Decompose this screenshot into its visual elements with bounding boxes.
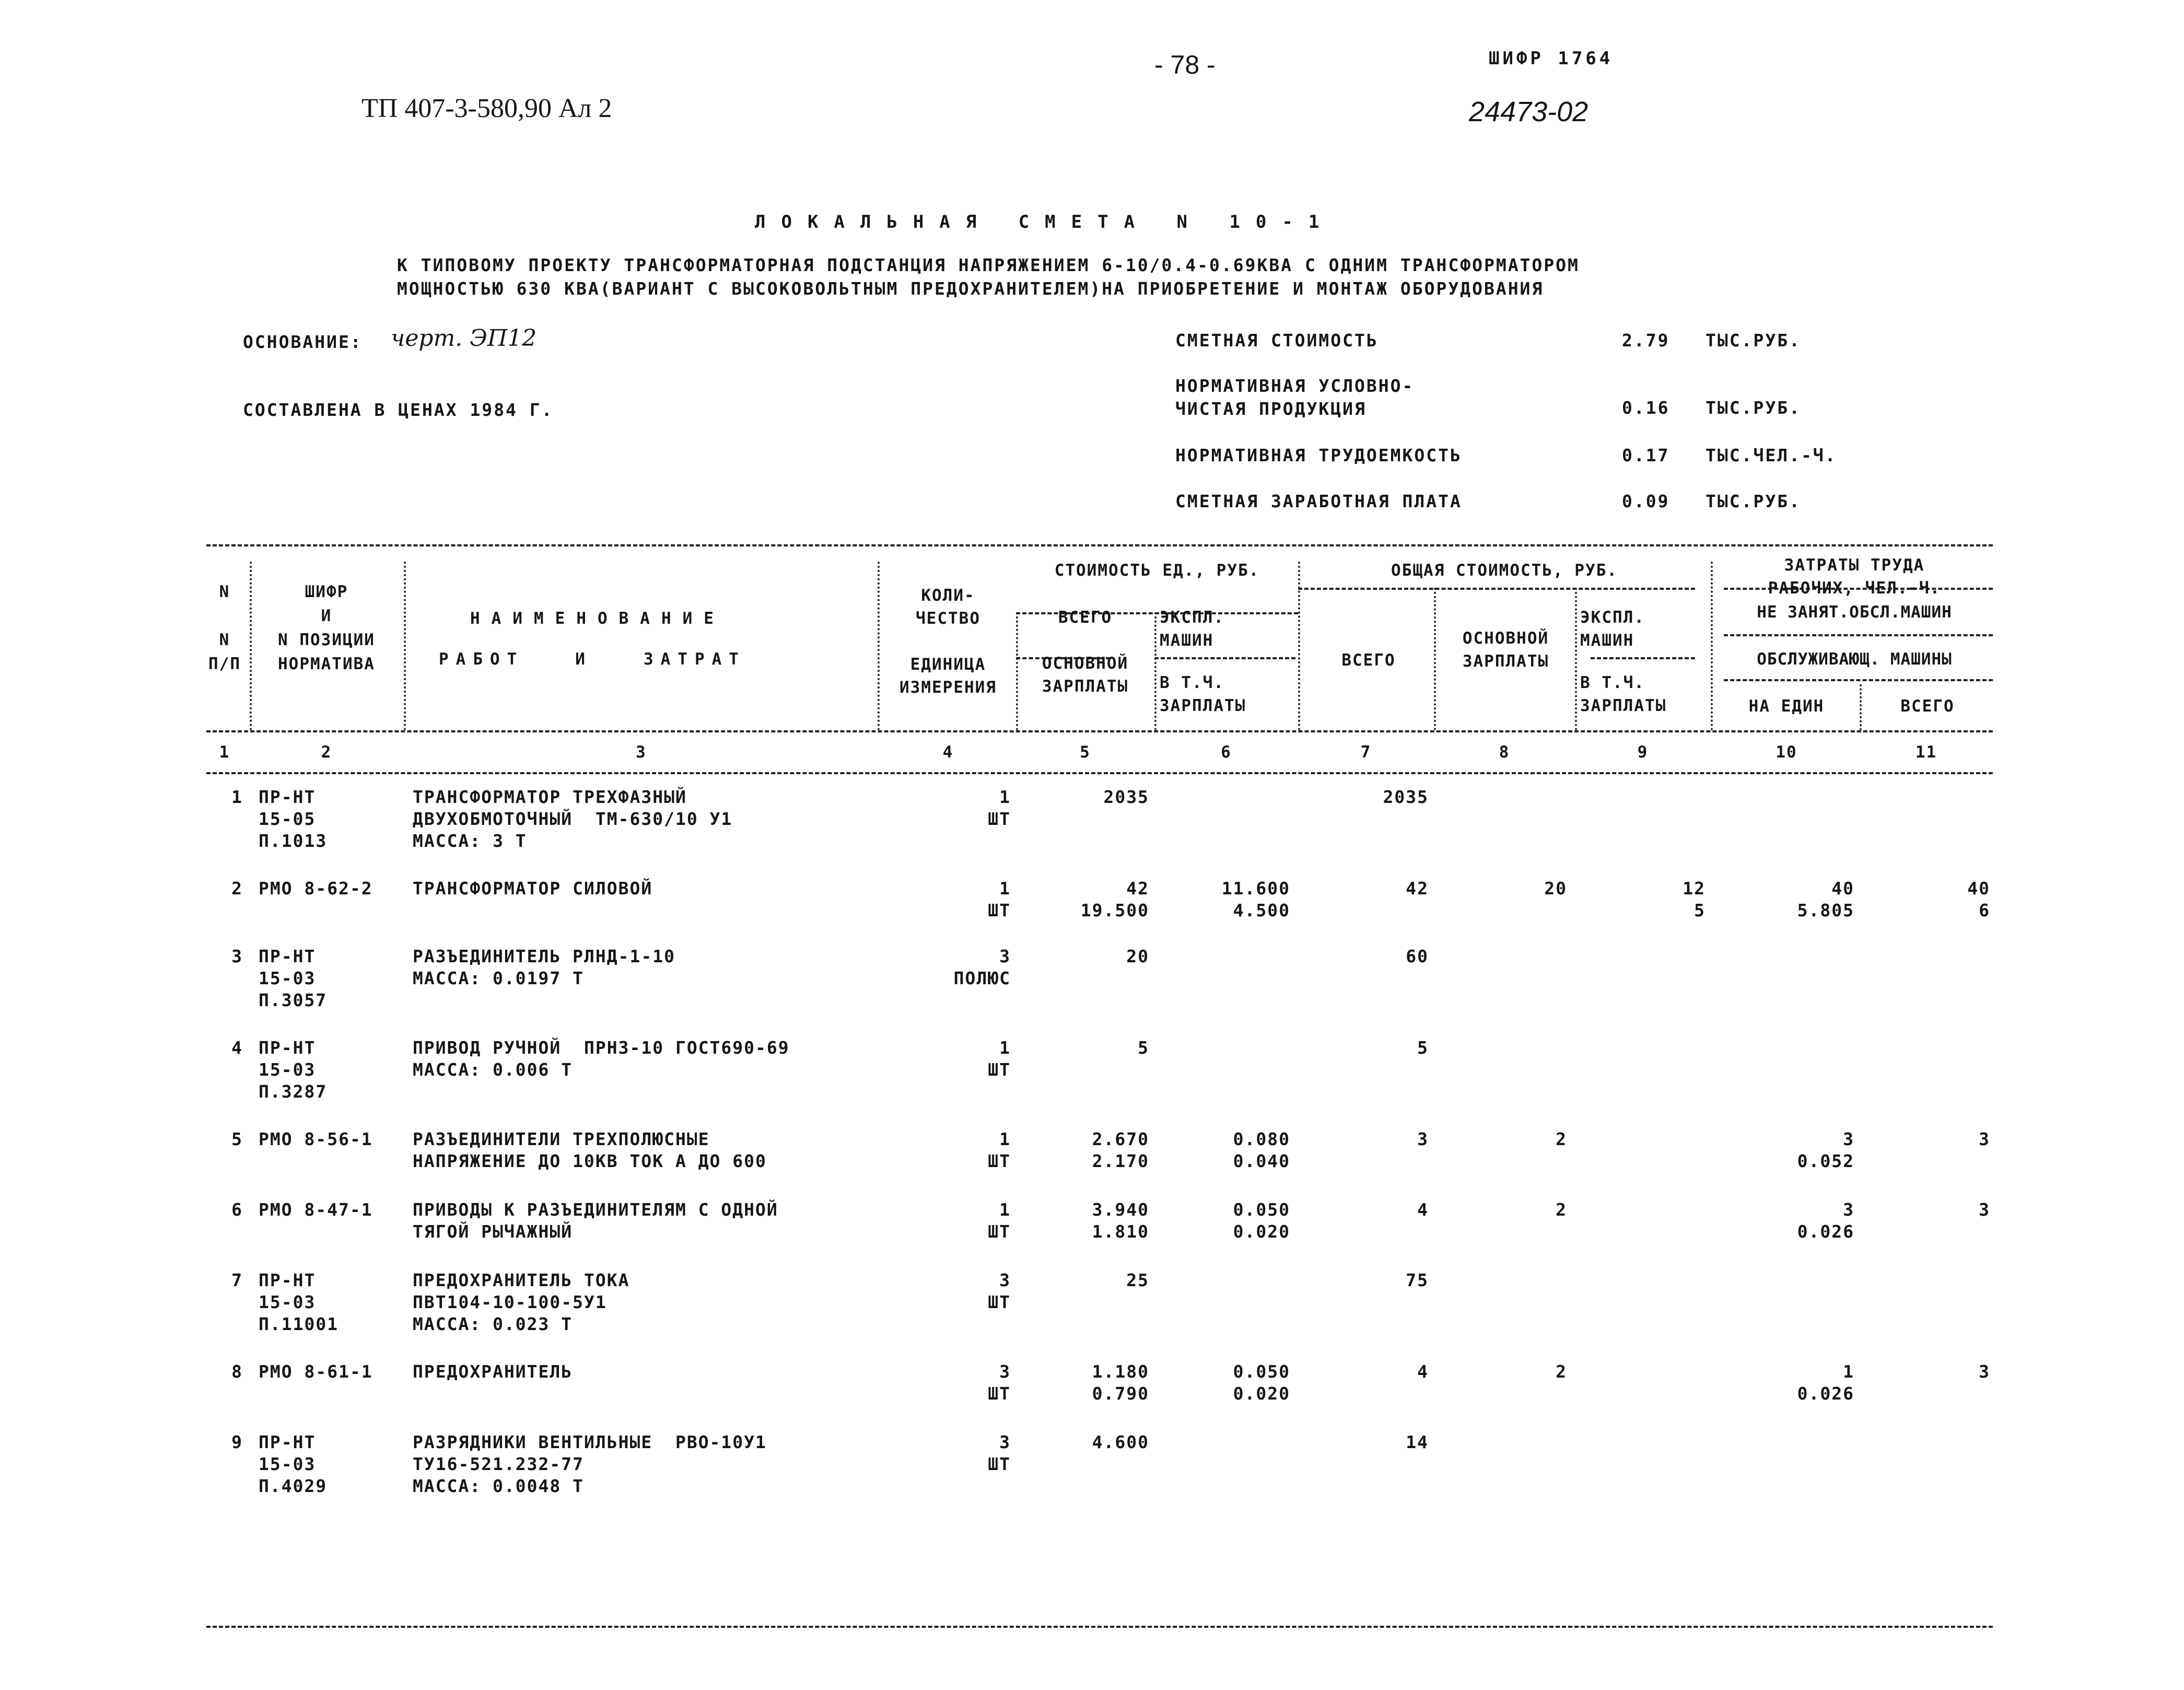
row-labor-total: 3 — [1979, 1361, 1990, 1382]
row-unit-cost: 5 — [1138, 1038, 1149, 1058]
summary-value-salary: 0.09 — [1622, 491, 1670, 511]
document-title: ЛОКАЛЬНАЯ СМЕТА N 10-1 — [755, 212, 1335, 232]
row-work-name: РАЗЪЕДИНИТЕЛЬ РЛНД-1-10 МАССА: 0.0197 Т — [413, 946, 675, 988]
table-top-rule — [206, 544, 1993, 546]
row-work-name: ПРИВОД РУЧНОЙ ПРН3-10 ГОСТ690-69 МАССА: 0.006 Т — [413, 1038, 790, 1080]
row-number: 1 — [231, 787, 243, 807]
header-labor-per-unit: НА ЕДИН — [1748, 697, 1825, 716]
colnum-8: 8 — [1499, 743, 1510, 762]
header-unit-total: ВСЕГО — [1058, 608, 1113, 627]
row-work-name: ТРАНСФОРМАТОР ТРЕХФАЗНЫЙ ДВУХОБМОТОЧНЫЙ ТМ-630/10 У1 МАССА: 3 Т — [413, 787, 733, 851]
col-sep-3 — [878, 562, 880, 730]
summary-value-net-product: 0.16 — [1622, 398, 1670, 418]
summary-value-estimated-cost: 2.79 — [1622, 330, 1670, 351]
colnum-1: 1 — [219, 743, 230, 762]
header-name-line-2: РАБОТ И ЗАТРАТ — [439, 650, 746, 669]
prices-note: СОСТАВЛЕНА В ЦЕНАХ 1984 Г. — [243, 400, 554, 420]
summary-label-salary: СМЕТНАЯ ЗАРАБОТНАЯ ПЛАТА — [1175, 491, 1462, 511]
row-unit-machines: 0.050 0.020 — [1233, 1199, 1290, 1242]
header-unit-machines: ЭКСПЛ. МАШИН — [1160, 608, 1224, 650]
row-quantity: 1 ШТ — [988, 787, 1011, 829]
col-sep-2 — [404, 562, 406, 730]
header-unit-salary: ОСНОВНОЙ ЗАРПЛАТЫ — [1042, 654, 1129, 696]
header-quantity-unit: КОЛИ- ЧЕСТВО ЕДИНИЦА ИЗМЕРЕНИЯ — [900, 586, 997, 697]
row-total-salary: 2 — [1556, 1361, 1567, 1382]
header-labor-group: ЗАТРАТЫ ТРУДА РАБОЧИХ, ЧЕЛ.-Ч. — [1768, 556, 1941, 598]
row-total-cost: 42 — [1406, 878, 1429, 899]
row-norm-code: РМО 8-47-1 — [259, 1199, 373, 1220]
row-number: 3 — [231, 946, 243, 966]
summary-unit-labor: ТЫС.ЧЕЛ.-Ч. — [1706, 445, 1837, 465]
row-quantity: 1 ШТ — [988, 1129, 1011, 1171]
row-work-name: ПРЕДОХРАНИТЕЛЬ — [413, 1361, 573, 1382]
project-code: ТП 407-3-580,90 Ал 2 — [361, 94, 612, 123]
header-unit-cost-group: СТОИМОСТЬ ЕД., РУБ. — [1054, 561, 1260, 580]
row-quantity: 1 ШТ — [988, 878, 1011, 920]
row-total-salary: 20 — [1544, 878, 1567, 899]
row-unit-machines: 0.050 0.020 — [1233, 1361, 1290, 1404]
row-labor-total: 40 6 — [1967, 878, 1990, 920]
col-sep-1 — [250, 562, 252, 730]
labor-sub-rule-2 — [1724, 679, 1993, 681]
header-total-salary: ОСНОВНОЙ ЗАРПЛАТЫ — [1462, 629, 1549, 671]
table-header-rule — [206, 730, 1993, 732]
row-norm-code: РМО 8-61-1 — [259, 1361, 373, 1382]
document-number: 24473-02 — [1469, 96, 1589, 127]
colnum-7: 7 — [1360, 743, 1372, 762]
row-unit-cost: 20 — [1126, 946, 1149, 966]
row-unit-machines: 0.080 0.040 — [1233, 1129, 1290, 1171]
header-unit-machines-salary: В Т.Ч. ЗАРПЛАТЫ — [1160, 673, 1246, 715]
col-sep-8 — [1575, 588, 1577, 730]
summary-label-net-product: НОРМАТИВНАЯ УСЛОВНО- ЧИСТАЯ ПРОДУКЦИЯ — [1175, 376, 1415, 419]
labor-sub-rule-1 — [1724, 634, 1993, 636]
summary-label-estimated-cost: СМЕТНАЯ СТОИМОСТЬ — [1175, 330, 1379, 351]
col-sep-7 — [1434, 588, 1436, 730]
row-total-cost: 4 — [1417, 1361, 1429, 1382]
row-labor-per-unit: 40 5.805 — [1797, 878, 1854, 920]
row-number: 5 — [231, 1129, 243, 1149]
row-norm-code: РМО 8-62-2 — [259, 878, 373, 899]
colnum-3: 3 — [636, 743, 647, 762]
row-unit-machines: 11.600 4.500 — [1221, 878, 1290, 920]
row-unit-cost: 2035 — [1103, 787, 1149, 807]
row-norm-code: ПР-НТ 15-03 П.3287 — [259, 1038, 328, 1102]
col-sep-4 — [1016, 612, 1018, 730]
row-total-cost: 5 — [1417, 1038, 1429, 1058]
row-work-name: РАЗРЯДНИКИ ВЕНТИЛЬНЫЕ РВО-10У1 ТУ16-521.232-77 МАССА: 0.0048 Т — [413, 1432, 767, 1496]
colnum-2: 2 — [321, 743, 332, 762]
colnum-10: 10 — [1776, 743, 1797, 762]
row-labor-per-unit: 1 0.026 — [1797, 1361, 1854, 1404]
row-number: 4 — [231, 1038, 243, 1058]
header-row-number: N N П/П — [208, 582, 241, 673]
row-work-name: ТРАНСФОРМАТОР СИЛОВОЙ — [413, 878, 653, 899]
shifr-code: ШИФР 1764 — [1489, 48, 1614, 69]
basis-value: черт. ЭП12 — [391, 325, 537, 352]
row-work-name: ПРИВОДЫ К РАЗЪЕДИНИТЕЛЯМ С ОДНОЙ ТЯГОЙ РЫЧАЖНЫЙ — [413, 1199, 778, 1242]
row-total-cost: 3 — [1417, 1129, 1429, 1149]
row-work-name: РАЗЪЕДИНИТЕЛИ ТРЕХПОЛЮСНЫЕ НАПРЯЖЕНИЕ ДО 10КВ ТОК А ДО 600 — [413, 1129, 767, 1171]
summary-value-labor: 0.17 — [1622, 445, 1670, 465]
row-quantity: 3 ШТ — [988, 1270, 1011, 1312]
row-total-cost: 4 — [1417, 1199, 1429, 1220]
total-cost-group-rule — [1298, 588, 1695, 590]
row-total-machines: 12 5 — [1683, 878, 1706, 920]
header-total-machines: ЭКСПЛ. МАШИН — [1580, 608, 1645, 650]
colnum-11: 11 — [1915, 743, 1937, 762]
row-number: 6 — [231, 1199, 243, 1220]
row-quantity: 1 ШТ — [988, 1199, 1011, 1242]
row-work-name: ПРЕДОХРАНИТЕЛЬ ТОКА ПВТ104-10-100-5У1 МАССА: 0.023 Т — [413, 1270, 630, 1334]
row-quantity: 1 ШТ — [988, 1038, 1011, 1080]
page-number: - 78 - — [1154, 50, 1216, 79]
colnum-9: 9 — [1637, 743, 1649, 762]
header-total-cost-group: ОБЩАЯ СТОИМОСТЬ, РУБ. — [1391, 561, 1618, 580]
row-labor-per-unit: 3 0.052 — [1797, 1129, 1854, 1171]
row-quantity: 3 ШТ — [988, 1432, 1011, 1474]
row-norm-code: ПР-НТ 15-05 П.1013 — [259, 787, 328, 851]
row-number: 8 — [231, 1361, 243, 1382]
row-unit-cost: 25 — [1126, 1270, 1149, 1290]
row-unit-cost: 42 19.500 — [1080, 878, 1149, 920]
subtitle-line-2: МОЩНОСТЬЮ 630 КВА(ВАРИАНТ С ВЫСОКОВОЛЬТНЫМ ПРЕДОХРАНИТЕЛЕМ)НА ПРИОБРЕТЕНИЕ И МОНТАЖ ОБОРУДОВАНИЯ — [397, 278, 1544, 299]
row-total-cost: 2035 — [1383, 787, 1429, 807]
row-quantity: 3 ШТ — [988, 1361, 1011, 1404]
row-norm-code: ПР-НТ 15-03 П.3057 — [259, 946, 328, 1010]
row-total-cost: 60 — [1406, 946, 1429, 966]
row-norm-code: ПР-НТ 15-03 П.11001 — [259, 1270, 339, 1334]
row-number: 2 — [231, 878, 243, 899]
col-sep-9 — [1711, 562, 1713, 730]
colnum-5: 5 — [1080, 743, 1091, 762]
table-colnum-rule — [206, 772, 1993, 774]
col-sep-10 — [1860, 684, 1862, 730]
header-name-line-1: НАИМЕНОВАНИЕ — [470, 609, 725, 628]
header-labor-machines: ОБСЛУЖИВАЮЩ. МАШИНЫ — [1757, 650, 1952, 669]
row-number: 9 — [231, 1432, 243, 1452]
header-total-machines-salary: В Т.Ч. ЗАРПЛАТЫ — [1580, 673, 1667, 715]
colnum-4: 4 — [942, 743, 954, 762]
row-norm-code: ПР-НТ 15-03 П.4029 — [259, 1432, 328, 1496]
row-total-salary: 2 — [1556, 1129, 1567, 1149]
colnum-6: 6 — [1221, 743, 1232, 762]
header-labor-total: ВСЕГО — [1900, 697, 1955, 716]
row-unit-cost: 4.600 — [1092, 1432, 1149, 1452]
row-quantity: 3 ПОЛЮС — [953, 946, 1011, 988]
row-labor-total: 3 — [1979, 1129, 1990, 1149]
col-sep-5 — [1154, 612, 1157, 730]
row-unit-cost: 1.180 0.790 — [1092, 1361, 1149, 1404]
total-machines-rule — [1591, 657, 1695, 659]
summary-label-labor: НОРМАТИВНАЯ ТРУДОЕМКОСТЬ — [1175, 445, 1462, 465]
table-bottom-rule — [206, 1626, 1993, 1628]
subtitle-line-1: К ТИПОВОМУ ПРОЕКТУ ТРАНСФОРМАТОРНАЯ ПОДСТАНЦИЯ НАПРЯЖЕНИЕМ 6-10/0.4-0.69КВА С ОДНИМ ТРАНСФОРМАТОРОМ — [397, 255, 1580, 275]
header-labor-not-machines: НЕ ЗАНЯТ.ОБСЛ.МАШИН — [1757, 603, 1952, 622]
row-labor-per-unit: 3 0.026 — [1797, 1199, 1854, 1242]
header-total-all: ВСЕГО — [1341, 651, 1396, 670]
header-norm-code: ШИФР И N ПОЗИЦИИ НОРМАТИВА — [278, 582, 375, 673]
row-total-cost: 75 — [1406, 1270, 1429, 1290]
row-labor-total: 3 — [1979, 1199, 1990, 1220]
row-number: 7 — [231, 1270, 243, 1290]
summary-unit-salary: ТЫС.РУБ. — [1706, 491, 1801, 511]
basis-label: ОСНОВАНИЕ: — [243, 332, 363, 352]
row-unit-cost: 3.940 1.810 — [1092, 1199, 1149, 1242]
row-total-cost: 14 — [1406, 1432, 1429, 1452]
summary-unit-estimated-cost: ТЫС.РУБ. — [1706, 330, 1801, 351]
col-sep-6 — [1298, 562, 1300, 730]
unit-machines-rule — [1154, 657, 1295, 659]
row-unit-cost: 2.670 2.170 — [1092, 1129, 1149, 1171]
row-total-salary: 2 — [1556, 1199, 1567, 1220]
summary-unit-net-product: ТЫС.РУБ. — [1706, 398, 1801, 418]
row-norm-code: РМО 8-56-1 — [259, 1129, 373, 1149]
